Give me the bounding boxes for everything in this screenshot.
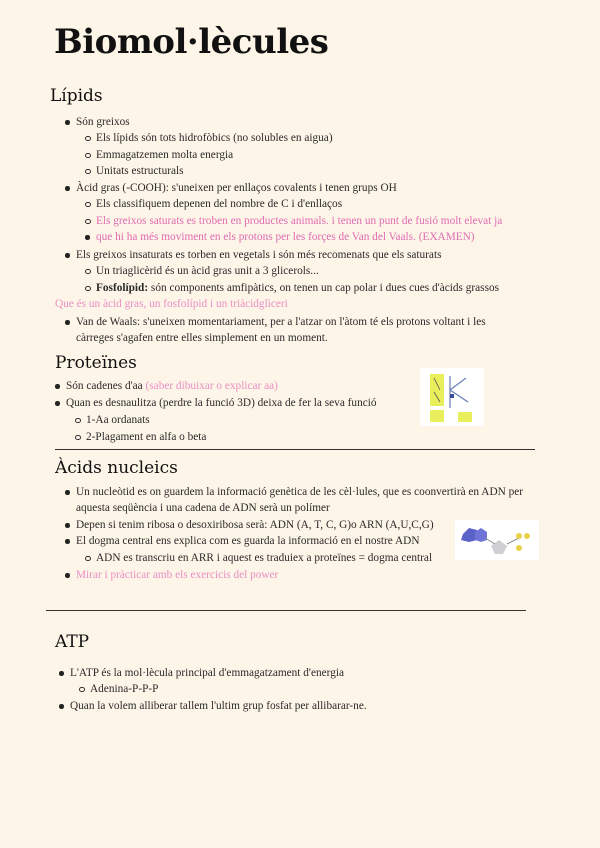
fosfolipid-definition: són components amfipàtics, on tenen un cap polar i dues cues d'àcids grassos <box>148 282 500 294</box>
lipids-question: Que és un àcid gras, un fosfolípid i un triàcidglìceri <box>55 298 288 310</box>
list-item: Adenina-P-P-P <box>90 681 158 698</box>
list-item-continuation <box>96 229 475 246</box>
list-item: L'ATP és la mol·lècula principal d'emmagatzament d'energia <box>70 665 344 682</box>
list-item: 1-Aa ordanats <box>86 412 150 429</box>
item-note: (saber dibuixar o explicar aa) <box>145 380 278 392</box>
list-item: Són greixos <box>76 114 130 131</box>
list-item: Els classifiquem depenen del nombre de C i d'enllaços <box>96 196 342 213</box>
nucleic-acid-diagram-thumbnail <box>455 520 539 560</box>
section-divider <box>46 610 526 611</box>
page-title: Biomol·lècules <box>54 22 329 62</box>
list-item-continuation: aquesta seqüència i una cadena de ADN serà un polímer <box>76 502 330 514</box>
fosfolipid-term: Fosfolípid: <box>96 282 149 294</box>
list-item: Els lípids són tots hidrofòbics (no solubles en aigua) <box>96 130 333 147</box>
list-item: Unitats estructurals <box>96 163 184 180</box>
list-item-fosfolipid <box>96 280 499 297</box>
heading-atp: ATP <box>55 632 90 652</box>
protein-structure-diagram-thumbnail <box>420 368 484 426</box>
list-item: ADN es transcriu en ARR i aquest es traduiex a proteïnes = dogma central <box>96 550 432 567</box>
list-item: 2-Plagament en alfa o beta <box>86 429 206 446</box>
list-item: Àcid gras (-COOH): s'uneixen per enllaços covalents i tenen grups OH <box>76 180 397 197</box>
heading-lipids: Lípids <box>50 86 103 106</box>
heading-proteines: Proteïnes <box>55 353 137 373</box>
list-item: Emmagatzemen molta energia <box>96 147 233 164</box>
list-item: Quan es desnaulitza (perdre la funció 3D) deixa de fer la seva funció <box>66 395 377 412</box>
list-item-highlight: Mirar i pràcticar amb els exercicis del power <box>76 567 278 584</box>
list-item-continuation: càrreges s'agafen entre elles simplement en un moment. <box>76 332 328 344</box>
list-item: Van de Waals: s'uneixen momentariament, per a l'atzar on l'àtom té els protons voltant i les <box>76 314 486 331</box>
list-item: Quan la volem alliberar tallem l'ultim grup fosfat per allibarar-ne. <box>70 698 367 715</box>
list-item-highlight: Els greixos saturats es troben en productes animals. i tenen un punt de fusió molt elevat ja <box>96 213 502 230</box>
list-item <box>66 378 278 395</box>
list-item: El dogma central ens explica com es guarda la informació en el nostre ADN <box>76 533 420 550</box>
list-item: Els greixos insaturats es torben en vegetals i són més recomenats que els saturats <box>76 247 441 264</box>
list-item: Depen si tenim ribosa o desoxiribosa serà: ADN (A, T, C, G)o ARN (A,U,C,G) <box>76 517 434 534</box>
item-text: Són cadenes d'aa <box>66 380 146 392</box>
section-divider <box>55 449 535 450</box>
continuation-text: que hi ha més moviment en els protons per les forçes de Van del Vaals. (EXAMEN) <box>96 231 475 243</box>
list-item: Un triaglicèrid és un àcid gras unit a 3 glicerols... <box>96 263 319 280</box>
heading-acids-nucleics: Àcids nucleics <box>55 458 178 478</box>
list-item: Un nucleòtid es on guardem la informació genètica de les cèl·lules, que es coonvertirà en ADN per <box>76 484 523 501</box>
